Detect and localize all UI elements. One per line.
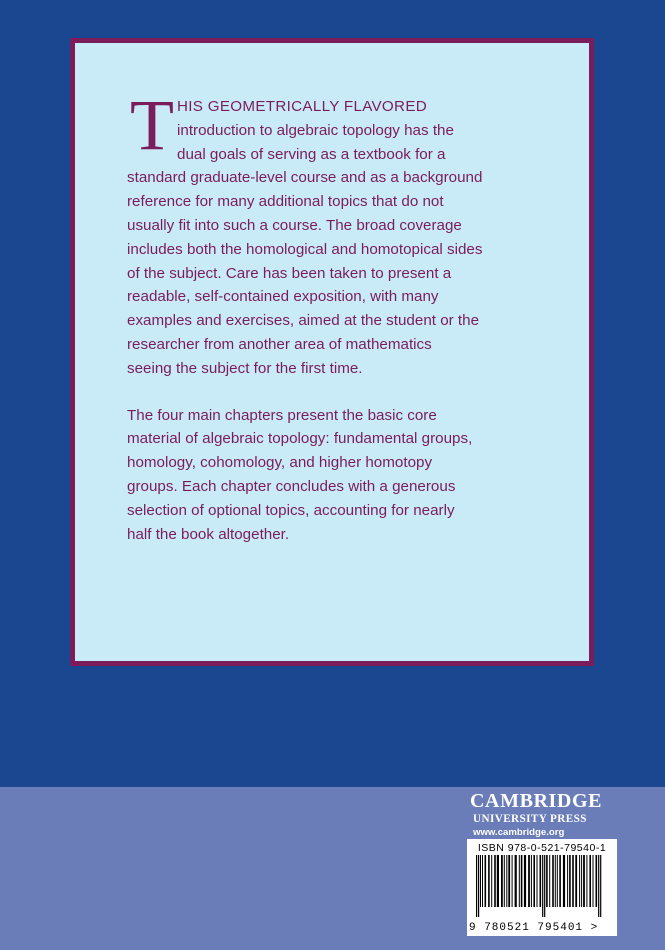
- blurb-line: introduction to algebraic topology has the: [177, 121, 454, 139]
- blurb-line: usually fit into such a course. The broad coverage: [127, 216, 462, 234]
- blurb-line: material of algebraic topology: fundamental groups,: [127, 430, 473, 448]
- blurb-text: [127, 85, 567, 546]
- blurb-panel: [70, 38, 594, 666]
- opening-smallcaps: HIS GEOMETRICALLY FLAVORED: [177, 98, 428, 115]
- blurb-line: of the subject. Care has been taken to present a: [127, 264, 452, 282]
- blurb-line: seeing the subject for the first time.: [127, 359, 363, 377]
- isbn-barcode: [467, 839, 617, 936]
- blurb-line: groups. Each chapter concludes with a generous: [127, 477, 456, 495]
- publisher-name: CAMBRIDGE: [470, 790, 603, 812]
- blurb-line: The four main chapters present the basic core: [127, 406, 437, 424]
- blurb-line: examples and exercises, aimed at the student or the: [127, 312, 480, 330]
- blurb-line: dual goals of serving as a textbook for a: [177, 145, 446, 163]
- blurb-line: homology, cohomology, and higher homotopy: [127, 454, 433, 472]
- blurb-line: half the book altogether.: [127, 525, 290, 543]
- blurb-line: standard graduate-level course and as a background: [127, 169, 483, 187]
- blurb-paragraph-1: [127, 85, 567, 166]
- blurb-line: includes both the homological and homotopical sides: [127, 240, 483, 258]
- blurb-paragraph-2: [127, 404, 567, 547]
- barcode-bars: [472, 855, 612, 917]
- blurb-line: researcher from another area of mathematics: [127, 335, 432, 353]
- publisher-logo: [470, 790, 615, 840]
- barcode-digits: 9 780521 795401 >: [469, 922, 599, 934]
- blurb-line: reference for many additional topics that do not: [127, 193, 444, 211]
- publisher-subtitle: UNIVERSITY PRESS: [473, 813, 587, 825]
- drop-cap: T: [130, 85, 174, 165]
- blurb-line: selection of optional topics, accounting for nearly: [127, 501, 455, 519]
- blurb-line: readable, self-contained exposition, with many: [127, 288, 439, 306]
- isbn-label: ISBN 978-0-521-79540-1: [477, 842, 607, 854]
- blurb-paragraph-1-cont: [127, 166, 567, 380]
- publisher-url: www.cambridge.org: [473, 827, 565, 838]
